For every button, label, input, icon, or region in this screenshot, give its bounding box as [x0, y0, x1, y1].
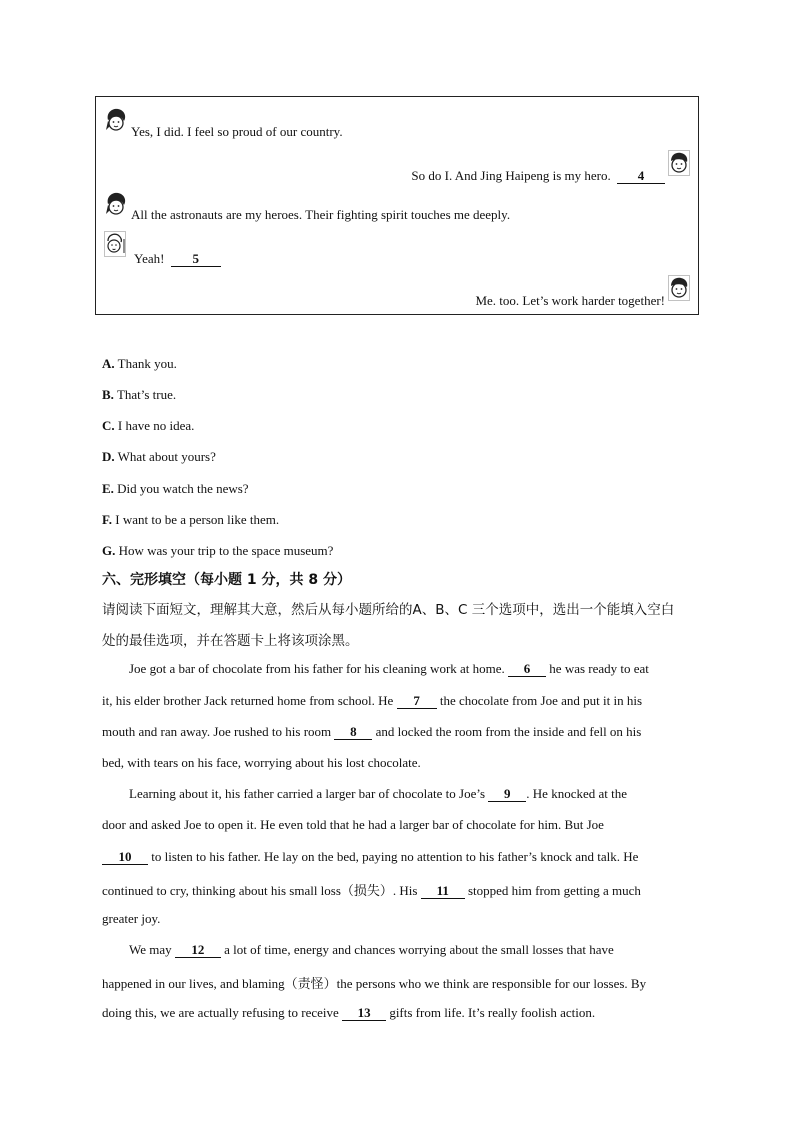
passage-line [129, 942, 614, 958]
boy-face-icon [668, 275, 690, 301]
blank-9[interactable]: 9 [488, 787, 526, 802]
passage-text: doing this, we are actually refusing to receive [102, 1005, 339, 1020]
option-letter: C. [102, 418, 115, 433]
option-text: Thank you. [117, 356, 177, 371]
instruction-line-2: 处的最佳选项，并在答题卡上将该项涂黑。 [102, 633, 359, 649]
dialog-box [95, 96, 699, 315]
option-a [102, 356, 177, 372]
dialog-line-3: All the astronauts are my heroes. Their fighting spirit touches me deeply. [131, 207, 511, 222]
option-letter: E. [102, 481, 114, 496]
option-letter: B. [102, 387, 114, 402]
option-e [102, 481, 249, 497]
passage-text: a lot of time, energy and chances worrying about the small losses that have [224, 942, 614, 957]
option-g [102, 543, 333, 559]
dialog-line-4-text: Yeah! [134, 251, 165, 266]
child-face-icon [104, 231, 126, 257]
passage-line [102, 880, 641, 899]
option-f [102, 512, 279, 528]
blank-6[interactable]: 6 [508, 662, 546, 677]
passage-line: happened in our lives, and blaming（责怪）the persons who we think are responsible for our losses. By [102, 976, 647, 991]
option-text: What about yours? [117, 449, 216, 464]
passage-text: . He knocked at the [526, 786, 627, 801]
passage-text: gifts from life. It’s really foolish action. [389, 1005, 596, 1020]
passage-text: he was ready to eat [549, 661, 649, 676]
blank-7[interactable]: 7 [397, 694, 437, 709]
passage-text: mouth and ran away. Joe rushed to his room [102, 724, 332, 739]
dialog-line-1: Yes, I did. I feel so proud of our country. [131, 124, 343, 139]
passage-text: it, his elder brother Jack returned home from school. He [102, 693, 394, 708]
option-text: How was your trip to the space museum? [118, 543, 334, 558]
passage-line: bed, with tears on his face, worrying about his lost chocolate. [102, 755, 421, 770]
passage-text: and locked the room from the inside and fell on his [375, 724, 642, 739]
option-letter: A. [102, 356, 115, 371]
option-d [102, 449, 216, 465]
option-b [102, 387, 176, 403]
option-letter: G. [102, 543, 116, 558]
passage-text: Joe got a bar of chocolate from his father for his cleaning work at home. [129, 661, 505, 676]
passage-line [102, 1005, 595, 1021]
dialog-line-2-text: So do I. And Jing Haipeng is my hero. [411, 168, 611, 183]
passage-line [102, 724, 641, 740]
passage-line: door and asked Joe to open it. He even told that he had a larger bar of chocolate for him. But Joe [102, 817, 604, 832]
blank-13[interactable]: 13 [342, 1006, 386, 1021]
blank-5[interactable]: 5 [171, 252, 221, 267]
girl-face-icon [105, 108, 127, 134]
option-text: Did you watch the news? [117, 481, 249, 496]
blank-11[interactable]: 11 [421, 884, 465, 899]
blank-10[interactable]: 10 [102, 850, 148, 865]
passage-line [129, 786, 627, 802]
dialog-line-2 [411, 168, 665, 184]
option-letter: F. [102, 512, 112, 527]
passage-line [129, 661, 649, 677]
passage-text: continued to cry, thinking about his small loss（损失）. His [102, 883, 418, 898]
passage-text: Learning about it, his father carried a larger bar of chocolate to Joe’s [129, 786, 486, 801]
instruction-line-1: 请阅读下面短文，理解其大意，然后从每小题所给的A、B、C 三个选项中，选出一个能填入空白 [102, 602, 675, 618]
dialog-line-4 [134, 251, 221, 267]
boy-face-icon [668, 150, 690, 176]
blank-8[interactable]: 8 [334, 725, 372, 740]
passage-text: We may [129, 942, 172, 957]
blank-4[interactable]: 4 [617, 169, 665, 184]
passage-text: to listen to his father. He lay on the bed, paying no attention to his father’s knock and talk. He [151, 849, 639, 864]
girl-face-icon [105, 192, 127, 218]
passage-line [102, 693, 642, 709]
option-text: That’s true. [116, 387, 177, 402]
section-heading: 六、完形填空（每小题 1 分，共 8 分） [102, 572, 351, 588]
dialog-line-5: Me. too. Let’s work harder together! [475, 293, 665, 308]
option-letter: D. [102, 449, 115, 464]
passage-line: greater joy. [102, 911, 161, 926]
option-c [102, 418, 194, 434]
passage-text: the chocolate from Joe and put it in his [439, 693, 643, 708]
blank-12[interactable]: 12 [175, 943, 221, 958]
option-text: I have no idea. [117, 418, 195, 433]
passage-text: stopped him from getting a much [467, 883, 641, 898]
option-text: I want to be a person like them. [115, 512, 280, 527]
passage-line [102, 849, 638, 865]
